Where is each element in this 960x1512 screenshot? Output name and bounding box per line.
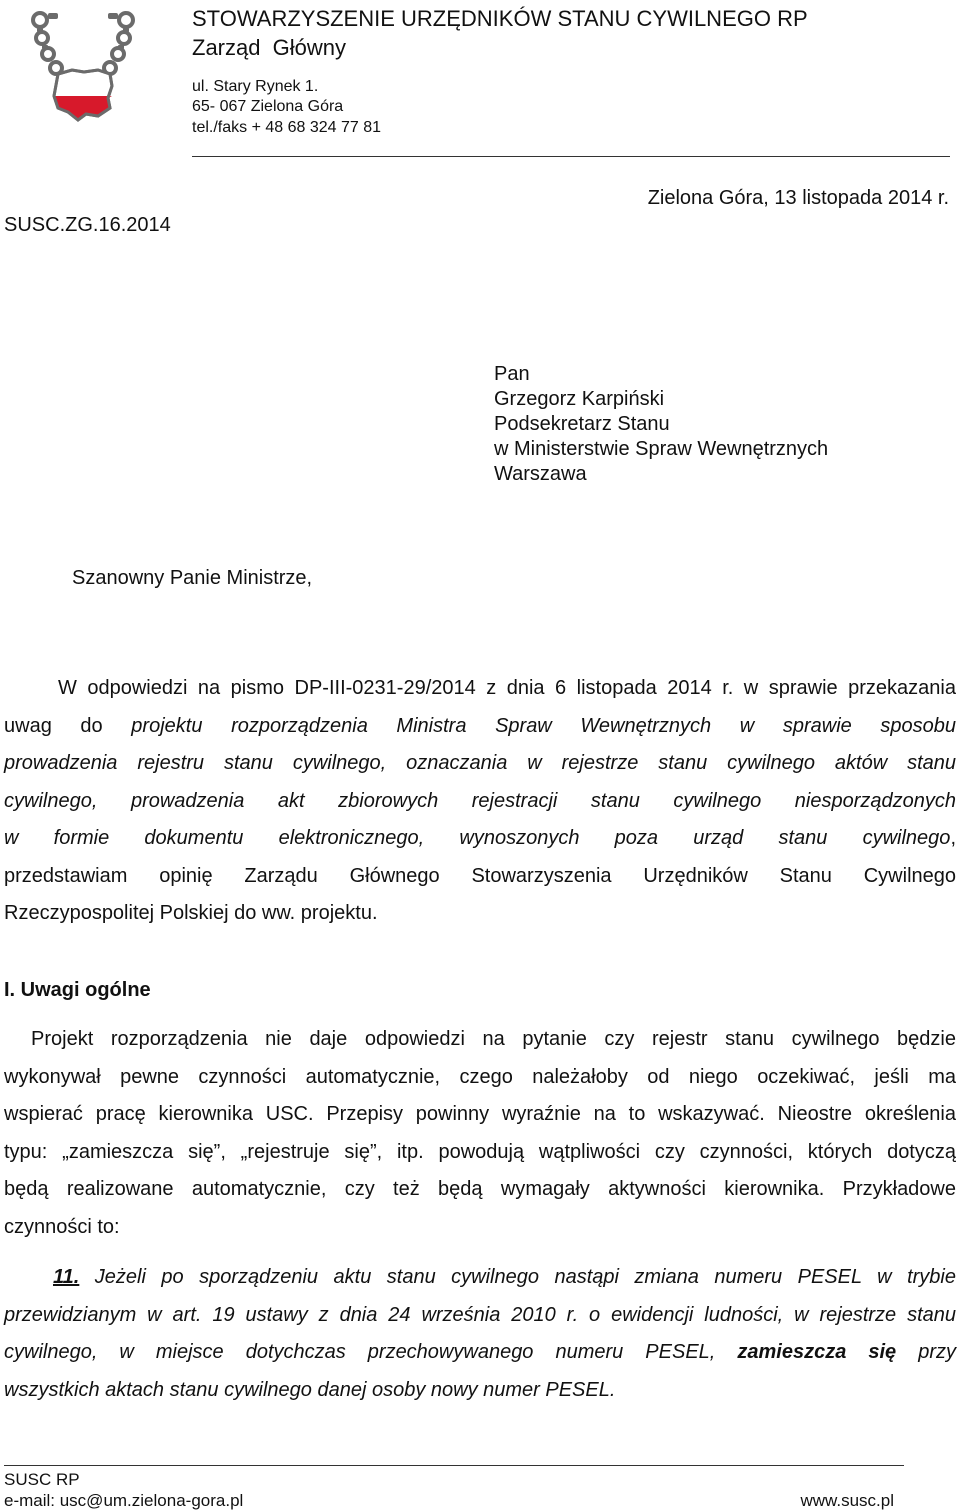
regulation-title-line: cywilnego, prowadzenia akt zbiorowych rejestracji stanu cywilnego niesporządzonych	[4, 789, 956, 812]
paragraph-line: Rzeczypospolitej Polskiej do ww. projektu.	[4, 902, 378, 924]
regulation-title-text: w formie dokumentu elektronicznego, wynoszonych poza urząd stanu cywilnego	[4, 827, 951, 849]
paragraph-line	[4, 1334, 956, 1372]
section-heading: I. Uwagi ogólne	[4, 979, 151, 1001]
paragraph-line	[4, 1259, 956, 1297]
provision-text: Jeżeli po sporządzeniu aktu stanu cywilnego nastąpi zmiana numeru PESEL w trybie	[79, 1266, 956, 1288]
provision-number: 11.	[53, 1266, 80, 1288]
addressee-block	[494, 362, 828, 487]
provision-text: cywilnego, w miejsce dotychczas przechowywanego numeru PESEL,	[4, 1341, 738, 1363]
regulation-title-text: projektu rozporządzenia Ministra Spraw Wewnętrznych w sprawie sposobu	[131, 714, 956, 737]
paragraph-line: typu: „zamieszcza się”, „rejestruje się”, itp. powodują wątpliwości czy czynności, których dotyczą	[4, 1140, 956, 1163]
paragraph-line	[4, 708, 956, 746]
paragraph-line: przedstawiam opinię Zarządu Głównego Stowarzyszenia Urzędników Stanu Cywilnego	[4, 864, 956, 887]
susc-emblem-icon	[28, 8, 138, 126]
address-phone: tel./faks + 48 68 324 77 81	[192, 119, 382, 136]
paragraph-line	[4, 820, 956, 858]
reference-number: SUSC.ZG.16.2014	[4, 214, 171, 236]
salutation: Szanowny Panie Ministrze,	[72, 567, 313, 589]
addressee-ministry: w Ministerstwie Spraw Wewnętrznych	[494, 438, 829, 460]
header-divider	[192, 156, 950, 157]
addressee-title: Pan	[494, 363, 530, 385]
paragraph-line: wspierać pracę kierownika USC. Przepisy powinny wyraźnie na to wskazywać. Nieostre określenia	[4, 1103, 956, 1125]
footer-divider	[4, 1465, 904, 1466]
address-street: ul. Stary Rynek 1.	[192, 78, 319, 95]
paragraph-line: czynności to:	[4, 1215, 120, 1238]
footer-website: www.susc.pl	[800, 1491, 894, 1510]
paragraph-line: będą realizowane automatycznie, czy też będą wymagały aktywności kierownika. Przykładowe	[4, 1178, 956, 1200]
paragraph-line: wykonywał pewne czynności automatycznie, czego należałoby od niego oczekiwać, jeśli ma	[4, 1065, 956, 1088]
paragraph-text: ,	[950, 827, 956, 849]
footer-email: e-mail: usc@um.zielona-gora.pl	[4, 1491, 244, 1510]
paragraph-text: uwag do	[4, 714, 132, 737]
addressee-city: Warszawa	[494, 463, 587, 485]
paragraph-line: W odpowiedzi na pismo DP-III-0231-29/2014 z dnia 6 listopada 2014 r. w sprawie przekazania	[58, 677, 956, 699]
addressee-position: Podsekretarz Stanu	[494, 413, 670, 435]
paragraph-line: wszystkich aktach stanu cywilnego danej osoby nowy numer PESEL.	[4, 1378, 616, 1401]
address-city: 65- 067 Zielona Góra	[192, 98, 344, 115]
organization-subtitle: Zarząd Główny	[192, 35, 346, 60]
letter-date: Zielona Góra, 13 listopada 2014 r.	[647, 187, 949, 209]
addressee-name: Grzegorz Karpiński	[494, 388, 665, 410]
provision-text: przy	[896, 1341, 956, 1363]
general-remarks-paragraph	[4, 1021, 956, 1246]
regulation-title-line: prowadzenia rejestru stanu cywilnego, oznaczania w rejestrze stanu cywilnego aktów stanu	[4, 752, 956, 774]
quoted-provision	[4, 1259, 956, 1409]
paragraph-line: przewidzianym w art. 19 ustawy z dnia 24 września 2010 r. o ewidencji ludności, w rejestrze stanu	[4, 1303, 956, 1326]
organization-name: STOWARZYSZENIE URZĘDNIKÓW STANU CYWILNEGO RP	[192, 6, 808, 31]
footer-organization: SUSC RP	[4, 1470, 80, 1489]
intro-paragraph	[4, 670, 956, 933]
paragraph-line: Projekt rozporządzenia nie daje odpowiedzi na pytanie czy rejestr stanu cywilnego będzie	[31, 1028, 956, 1050]
provision-emphasis: zamieszcza się	[737, 1341, 897, 1363]
